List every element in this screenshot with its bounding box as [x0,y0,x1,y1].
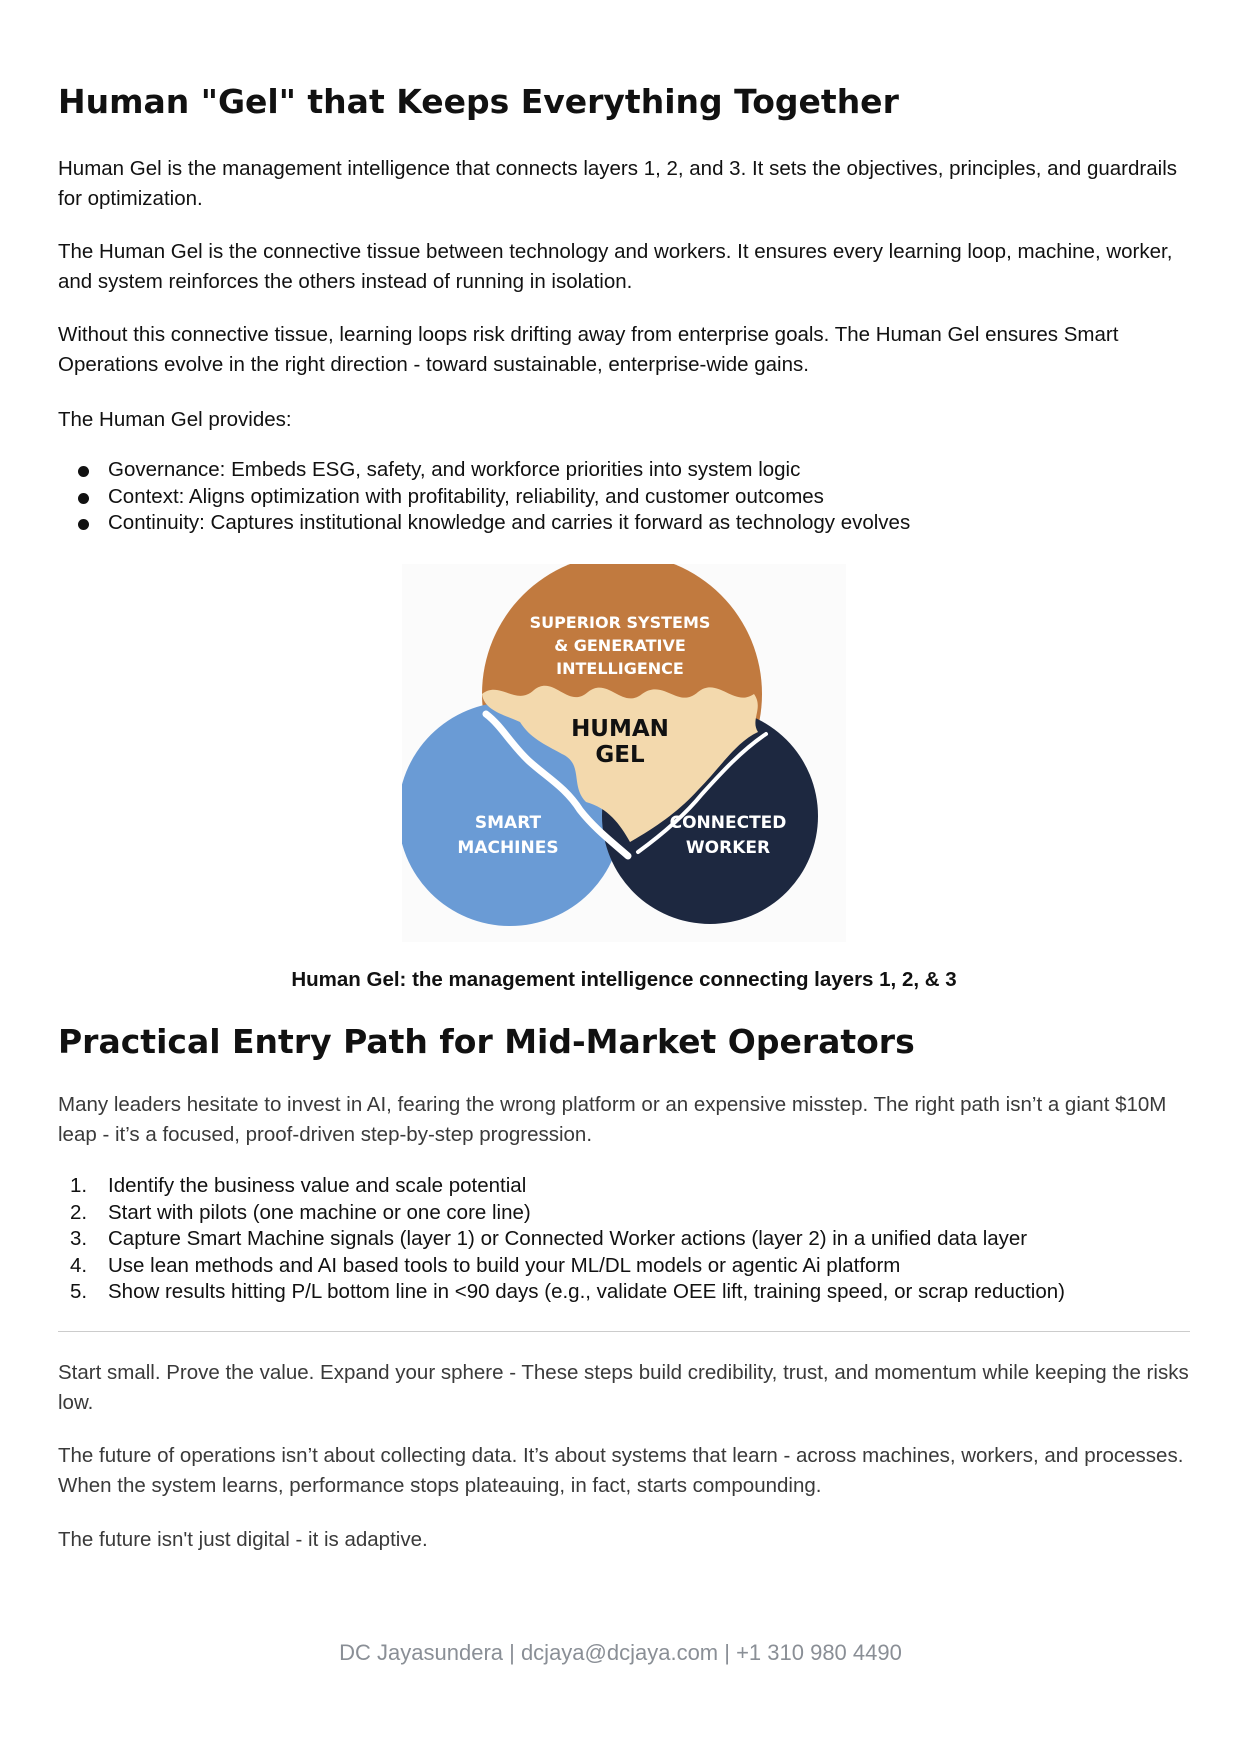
steps-list [58,1173,1193,1306]
horizontal-divider [58,1331,1190,1332]
paragraph-connective-tissue: The Human Gel is the connective tissue between technology and workers. It ensures every learning loop, machine, worker, and system reinforces the others instead of running in isolation. [58,240,1173,293]
section-heading-human-gel: Human "Gel" that Keeps Everything Together [58,82,899,121]
paragraph-adaptive: The future isn't just digital - it is adaptive. [58,1528,428,1551]
paragraph-entry-intro: Many leaders hesitate to invest in AI, fearing the wrong platform or an expensive misstep. The right path isn’t a giant $10M leap - it’s a focused, proof-driven step-by-step progression. [58,1093,1167,1146]
bullet-dot [78,466,89,477]
paragraph-start-small: Start small. Prove the value. Expand your sphere - These steps build credibility, trust, and momentum while keeping the risks low. [58,1361,1189,1414]
diagram-label-center-1: HUMAN [571,716,669,742]
list-item: Governance: Embeds ESG, safety, and workforce priorities into system logic [58,457,1193,484]
paragraph-provides: The Human Gel provides: [58,408,292,431]
human-gel-venn-diagram [402,564,846,942]
list-item: Context: Aligns optimization with profitability, reliability, and customer outcomes [58,484,1193,511]
diagram-label-top-1: SUPERIOR SYSTEMS [529,613,711,632]
bullet-dot [78,519,89,530]
diagram-label-top-2: & GENERATIVE [554,636,686,655]
diagram-label-right-2: WORKER [685,838,771,858]
paragraph-future-operations: The future of operations isn’t about collecting data. It’s about systems that learn - across machines, workers, and processes. When the system learns, performance stops plateauing, in fact, starts compounding. [58,1444,1184,1497]
paragraph-intro: Human Gel is the management intelligence that connects layers 1, 2, and 3. It sets the objectives, principles, and guardrails for optimization. [58,157,1178,210]
diagram-label-right-1: CONNECTED [669,813,787,833]
section-heading-entry-path: Practical Entry Path for Mid-Market Operators [58,1022,915,1061]
diagram-label-left-2: MACHINES [457,838,559,858]
diagram-label-top-3: INTELLIGENCE [556,659,684,678]
list-item: 4. Use lean methods and AI based tools to build your ML/DL models or agentic Ai platform [70,1253,901,1277]
list-item: Continuity: Captures institutional knowledge and carries it forward as technology evolves [58,510,1193,537]
footer-contact: DC Jayasundera | dcjaya@dcjaya.com | +1 310 980 4490 [339,1640,902,1665]
diagram-label-center-2: GEL [595,742,645,768]
list-item: 5. Show results hitting P/L bottom line in <90 days (e.g., validate OEE lift, training speed, or scrap reduction) [70,1280,1065,1303]
bullet-dot [78,493,89,504]
diagram-label-left-1: SMART [474,813,542,833]
list-item: 1. Identify the business value and scale potential [70,1174,527,1197]
diagram-caption: Human Gel: the management intelligence connecting layers 1, 2, & 3 [291,968,957,991]
list-item: 2. Start with pilots (one machine or one core line) [70,1200,531,1224]
list-item: 3. Capture Smart Machine signals (layer 1) or Connected Worker actions (layer 2) in a unified data layer [70,1227,1028,1250]
provides-list [58,457,1193,537]
paragraph-without-tissue: Without this connective tissue, learning loops risk drifting away from enterprise goals. The Human Gel ensures Smart Operations evolve in the right direction - toward sustainable, enterprise-wide gains. [58,323,1119,376]
